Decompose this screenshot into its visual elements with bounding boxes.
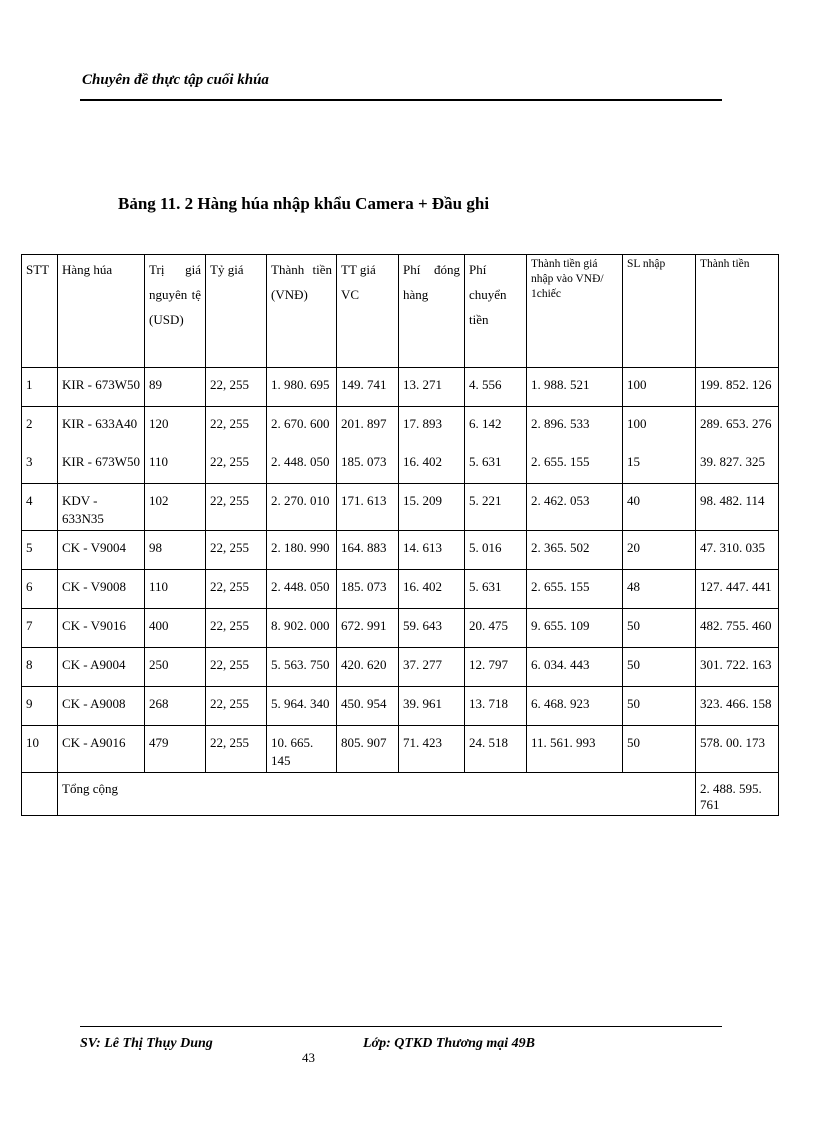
header-divider [80, 99, 722, 101]
cell-total: 323. 466. 158 [696, 687, 779, 726]
cell-qty: 15 [623, 445, 696, 484]
total-empty-cell [22, 773, 58, 816]
cell-qty: 20 [623, 531, 696, 570]
cell-item: CK - V9016 [58, 609, 145, 648]
import-table [21, 254, 779, 816]
cell-rate: 22, 255 [206, 687, 267, 726]
cell-tt-vc: 185. 073 [337, 570, 399, 609]
cell-tt-vc: 805. 907 [337, 726, 399, 773]
cell-qty: 100 [623, 368, 696, 407]
table-row [22, 484, 779, 531]
cell-unit-cost: 2. 462. 053 [527, 484, 623, 531]
cell-unit-cost: 2. 896. 533 [527, 407, 623, 446]
cell-transfer: 20. 475 [465, 609, 527, 648]
table-row [22, 687, 779, 726]
header-qty: SL nhập [623, 255, 696, 368]
cell-transfer: 5. 016 [465, 531, 527, 570]
total-row [22, 773, 779, 816]
table-row [22, 531, 779, 570]
cell-stt: 7 [22, 609, 58, 648]
cell-tt-vc: 185. 073 [337, 445, 399, 484]
cell-transfer: 5. 221 [465, 484, 527, 531]
footer-divider [80, 1026, 722, 1027]
cell-amount-vnd: 2. 180. 990 [267, 531, 337, 570]
cell-item: CK - A9004 [58, 648, 145, 687]
cell-packing: 16. 402 [399, 445, 465, 484]
header-unit-cost: Thành tiền giá nhập vào VNĐ/ 1chiếc [527, 255, 623, 368]
cell-price: 120 [145, 407, 206, 446]
cell-stt: 6 [22, 570, 58, 609]
table-row [22, 648, 779, 687]
table-row [22, 407, 779, 446]
cell-tt-vc: 420. 620 [337, 648, 399, 687]
cell-item: CK - V9008 [58, 570, 145, 609]
cell-rate: 22, 255 [206, 648, 267, 687]
cell-stt: 2 [22, 407, 58, 446]
cell-packing: 17. 893 [399, 407, 465, 446]
cell-total: 47. 310. 035 [696, 531, 779, 570]
cell-rate: 22, 255 [206, 368, 267, 407]
footer-class-name: Lớp: QTKD Thương mại 49B [363, 1036, 535, 1051]
cell-price: 110 [145, 570, 206, 609]
cell-item: CK - A9016 [58, 726, 145, 773]
header-stt: STT [22, 255, 58, 368]
page-number: 43 [302, 1050, 315, 1065]
cell-packing: 71. 423 [399, 726, 465, 773]
header-total: Thành tiền [696, 255, 779, 368]
cell-packing: 37. 277 [399, 648, 465, 687]
cell-transfer: 12. 797 [465, 648, 527, 687]
cell-stt: 1 [22, 368, 58, 407]
cell-rate: 22, 255 [206, 609, 267, 648]
cell-rate: 22, 255 [206, 445, 267, 484]
cell-packing: 39. 961 [399, 687, 465, 726]
cell-amount-vnd: 5. 964. 340 [267, 687, 337, 726]
total-label: Tổng cộng [58, 773, 696, 816]
header-tt-vc: TT giá VC [337, 255, 399, 368]
table-row [22, 570, 779, 609]
cell-total: 301. 722. 163 [696, 648, 779, 687]
cell-packing: 13. 271 [399, 368, 465, 407]
table-row [22, 726, 779, 773]
cell-item: CK - V9004 [58, 531, 145, 570]
cell-rate: 22, 255 [206, 407, 267, 446]
document-header-title: Chuyên đề thực tập cuối khúa [82, 72, 269, 88]
cell-total: 199. 852. 126 [696, 368, 779, 407]
cell-qty: 50 [623, 609, 696, 648]
cell-packing: 14. 613 [399, 531, 465, 570]
cell-qty: 50 [623, 726, 696, 773]
cell-stt: 10 [22, 726, 58, 773]
cell-transfer: 6. 142 [465, 407, 527, 446]
cell-transfer: 13. 718 [465, 687, 527, 726]
cell-stt: 5 [22, 531, 58, 570]
table-row [22, 609, 779, 648]
header-price: Trị giá nguyên tệ (USD) [145, 255, 206, 368]
cell-qty: 40 [623, 484, 696, 531]
cell-stt: 8 [22, 648, 58, 687]
cell-tt-vc: 450. 954 [337, 687, 399, 726]
cell-amount-vnd: 2. 448. 050 [267, 570, 337, 609]
cell-rate: 22, 255 [206, 570, 267, 609]
total-value: 2. 488. 595. 761 [696, 773, 779, 816]
cell-unit-cost: 9. 655. 109 [527, 609, 623, 648]
cell-packing: 15. 209 [399, 484, 465, 531]
cell-tt-vc: 171. 613 [337, 484, 399, 531]
cell-total: 482. 755. 460 [696, 609, 779, 648]
cell-price: 110 [145, 445, 206, 484]
cell-unit-cost: 11. 561. 993 [527, 726, 623, 773]
table-row [22, 368, 779, 407]
header-item: Hàng húa [58, 255, 145, 368]
cell-qty: 50 [623, 687, 696, 726]
cell-amount-vnd: 2. 670. 600 [267, 407, 337, 446]
cell-unit-cost: 2. 655. 155 [527, 445, 623, 484]
header-transfer: Phí chuyển tiền [465, 255, 527, 368]
cell-amount-vnd: 2. 448. 050 [267, 445, 337, 484]
cell-unit-cost: 6. 034. 443 [527, 648, 623, 687]
cell-price: 400 [145, 609, 206, 648]
cell-tt-vc: 672. 991 [337, 609, 399, 648]
cell-total: 289. 653. 276 [696, 407, 779, 446]
cell-total: 98. 482. 114 [696, 484, 779, 531]
cell-price: 89 [145, 368, 206, 407]
cell-amount-vnd: 8. 902. 000 [267, 609, 337, 648]
cell-rate: 22, 255 [206, 484, 267, 531]
cell-price: 479 [145, 726, 206, 773]
cell-amount-vnd: 2. 270. 010 [267, 484, 337, 531]
table-row [22, 445, 779, 484]
cell-unit-cost: 2. 365. 502 [527, 531, 623, 570]
cell-item: KIR - 633A40 [58, 407, 145, 446]
table-caption: Bảng 11. 2 Hàng húa nhập khẩu Camera + Đầu ghi [118, 194, 490, 213]
cell-item: KDV - 633N35 [58, 484, 145, 531]
cell-rate: 22, 255 [206, 726, 267, 773]
cell-tt-vc: 149. 741 [337, 368, 399, 407]
header-rate: Tỷ giá [206, 255, 267, 368]
cell-qty: 100 [623, 407, 696, 446]
cell-transfer: 24. 518 [465, 726, 527, 773]
header-amount-vnd: Thành tiền (VNĐ) [267, 255, 337, 368]
table-header-row [22, 255, 779, 368]
cell-amount-vnd: 5. 563. 750 [267, 648, 337, 687]
cell-packing: 59. 643 [399, 609, 465, 648]
cell-tt-vc: 164. 883 [337, 531, 399, 570]
cell-amount-vnd: 10. 665. 145 [267, 726, 337, 773]
cell-transfer: 5. 631 [465, 445, 527, 484]
cell-price: 268 [145, 687, 206, 726]
cell-packing: 16. 402 [399, 570, 465, 609]
header-packing: Phí đóng hàng [399, 255, 465, 368]
cell-total: 127. 447. 441 [696, 570, 779, 609]
cell-unit-cost: 1. 988. 521 [527, 368, 623, 407]
cell-amount-vnd: 1. 980. 695 [267, 368, 337, 407]
cell-unit-cost: 2. 655. 155 [527, 570, 623, 609]
cell-item: KIR - 673W50 [58, 368, 145, 407]
cell-total: 39. 827. 325 [696, 445, 779, 484]
footer-student-name: SV: Lê Thị Thụy Dung [80, 1036, 213, 1051]
cell-item: KIR - 673W50 [58, 445, 145, 484]
cell-stt: 4 [22, 484, 58, 531]
cell-transfer: 5. 631 [465, 570, 527, 609]
cell-item: CK - A9008 [58, 687, 145, 726]
cell-qty: 50 [623, 648, 696, 687]
cell-rate: 22, 255 [206, 531, 267, 570]
cell-stt: 3 [22, 445, 58, 484]
cell-tt-vc: 201. 897 [337, 407, 399, 446]
cell-price: 98 [145, 531, 206, 570]
cell-transfer: 4. 556 [465, 368, 527, 407]
cell-stt: 9 [22, 687, 58, 726]
cell-price: 250 [145, 648, 206, 687]
cell-qty: 48 [623, 570, 696, 609]
cell-unit-cost: 6. 468. 923 [527, 687, 623, 726]
cell-price: 102 [145, 484, 206, 531]
cell-total: 578. 00. 173 [696, 726, 779, 773]
